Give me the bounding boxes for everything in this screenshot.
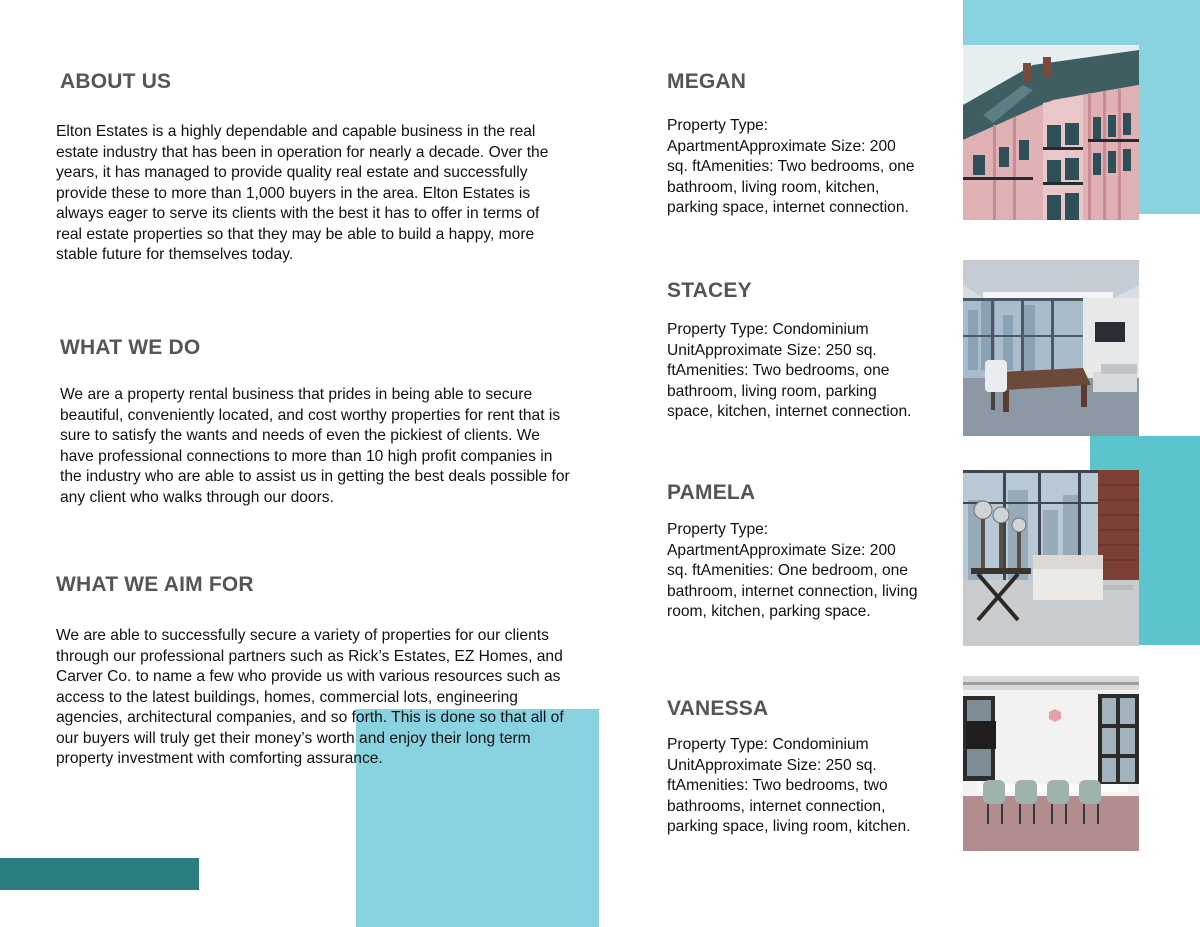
property-desc-megan: Property Type: ApartmentApproximate Size: 200 sq. ftAmenities: Two bedrooms, one bathroom, living room, kitchen, parking space, internet connection. (667, 117, 915, 216)
property-desc-stacey: Property Type: Condominium UnitApproximate Size: 250 sq. ftAmenities: Two bedrooms, one bathroom, living room, parking space, kitchen, internet connection. (667, 321, 912, 420)
property-name-stacey: STACEY (667, 279, 752, 302)
property-photo-stacey (963, 260, 1139, 436)
property-photo-pamela (963, 470, 1139, 646)
property-name-pamela: PAMELA (667, 481, 756, 504)
what-we-do-heading: WHAT WE DO (60, 336, 201, 359)
what-we-aim-for-heading: WHAT WE AIM FOR (56, 573, 254, 596)
about-us-heading: ABOUT US (60, 70, 172, 93)
property-photo-megan (963, 45, 1139, 220)
property-desc-vanessa: Property Type: Condominium UnitApproximate Size: 250 sq. ftAmenities: Two bedrooms, two bathrooms, internet connection, parking space, living room, kitchen. (667, 736, 911, 835)
property-photo-vanessa (963, 676, 1139, 851)
property-desc-pamela: Property Type: ApartmentApproximate Size: 200 sq. ftAmenities: One bedroom, one bathroom, internet connection, living room, kitchen, parking space. (667, 521, 918, 620)
decor-bar-bottom-left (0, 858, 199, 890)
about-us-text: Elton Estates is a highly dependable and capable business in the real estate industry that has been in operation for nearly a decade. Over the years, it has managed to provide quality real estate and successfully provide these to more than 1,000 buyers in the area. Elton Estates is always eager to serve its clients with the best it has to offer in terms of real estate properties so that they may be able to build a happy, more stable future for themselves today. (56, 123, 549, 263)
property-name-vanessa: VANESSA (667, 697, 769, 720)
what-we-do-text: We are a property rental business that prides in being able to secure beautiful, conveniently located, and cost worthy properties for rent that is sure to satisfy the wants and needs of even the pickiest of clients. We have professional connections to more than 10 high profit companies in the industry who are able to assist us in getting the best deals possible for any client who walks through our doors. (60, 386, 570, 506)
property-name-megan: MEGAN (667, 70, 747, 93)
what-we-aim-for-text: We are able to successfully secure a variety of properties for our clients through our professional partners such as Rick’s Estates, EZ Homes, and Carver Co. to name a few who provide us with various resources such as access to the latest buildings, homes, commercial lots, engineering agencies, architectural companies, and so forth. This is done so that all of our buyers will truly get their money’s worth and enjoy their long term property investment with comforting assurance. (56, 627, 564, 767)
